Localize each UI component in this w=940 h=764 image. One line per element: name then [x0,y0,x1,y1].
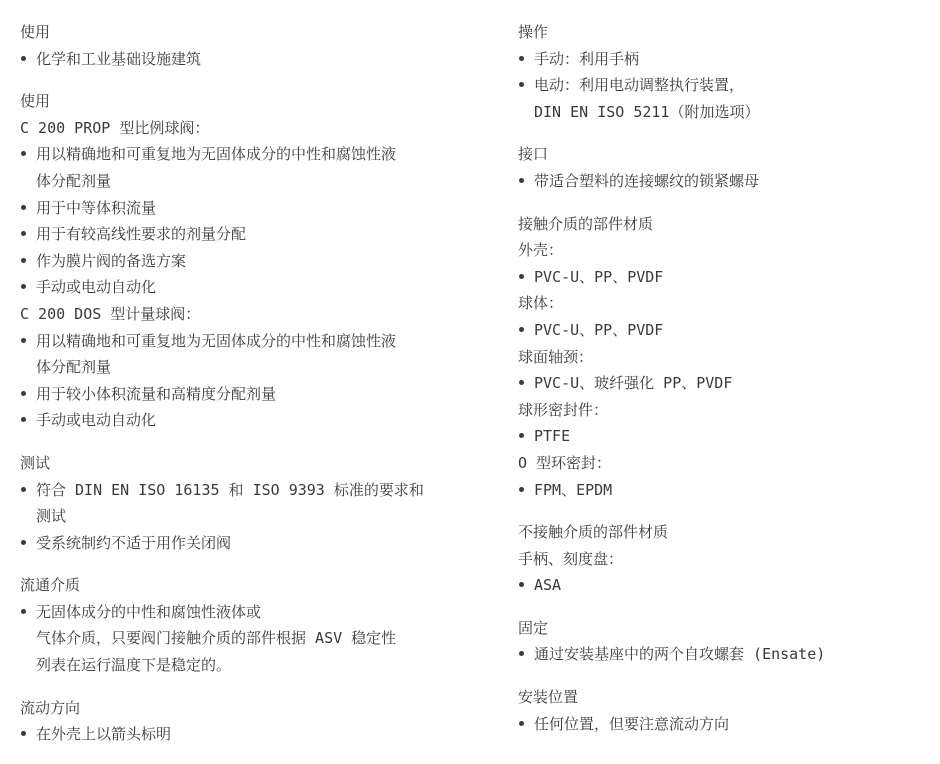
bullet-icon [20,46,36,73]
journal-label: 球面轴颈： [518,347,594,366]
bullet-icon [518,72,534,99]
section-wetted-materials [518,211,928,504]
left-column [20,19,480,764]
bullet-icon [20,141,36,168]
section-testing [20,450,480,556]
list-item: 任何位置，但要注意流动方向 [518,711,928,738]
list-item: 无固体成分的中性和腐蚀性液体或 气体介质，只要阀门接触介质的部件根据 ASV 稳定性 列表在运行温度下是稳定的。 [20,599,480,679]
bullet-icon [20,221,36,248]
ball-label: 球体： [518,294,564,313]
list-item: 通过安装基座中的两个自攻螺套 (Ensate) [518,641,928,668]
bullet-icon [518,477,534,504]
list-item: 用以精确地和可重复地为无固体成分的中性和腐蚀性液 体分配剂量 [20,141,480,194]
bullet-icon [518,46,534,73]
list-item: PVC-U、PP、PVDF [518,317,928,344]
list-item: 手动或电动自动化 [20,407,480,434]
bullet-icon [20,328,36,355]
section-heading: 操作 [518,23,549,41]
section-heading: 使用 [20,23,51,41]
list-item: FPM、EPDM [518,477,928,504]
bullet-icon [20,530,36,557]
bullet-icon [20,381,36,408]
section-operation [518,19,928,125]
housing-label: 外壳： [518,241,564,260]
section-application-area [20,19,480,72]
list-item: 作为膜片阀的备选方案 [20,248,480,275]
section-installation-position [518,684,928,737]
section-non-wetted-materials [518,519,928,599]
list-item: 手动或电动自动化 [20,274,480,301]
bullet-icon [20,274,36,301]
bullet-icon [20,407,36,434]
handle-label: 手柄、刻度盘： [518,549,624,568]
section-heading: 流动方向 [20,698,81,717]
bullet-icon [20,477,36,504]
bullet-icon [518,317,534,344]
dos-valve-label: C 200 DOS 型计量球阀： [20,304,201,323]
bullet-icon [518,264,534,291]
right-column [518,19,928,753]
bullet-icon [20,721,36,748]
section-heading: 测试 [20,453,51,472]
list-item: 化学和工业基础设施建筑 [20,46,480,73]
ball-seal-label: 球形密封件： [518,400,609,419]
list-item: PVC-U、PP、PVDF [518,264,928,291]
section-flow-direction [20,695,480,748]
prop-valve-label: C 200 PROP 型比例球阀： [20,118,210,137]
list-item: PTFE [518,423,928,450]
bullet-icon [518,572,534,599]
section-heading: 不接触介质的部件材质 [518,523,669,542]
bullet-icon [20,195,36,222]
list-item: 电动：利用电动调整执行装置， DIN EN ISO 5211（附加选项） [518,72,928,125]
section-heading: 接触介质的部件材质 [518,214,654,233]
bullet-icon [518,641,534,668]
bullet-icon [518,711,534,738]
list-item: 用于较小体积流量和高精度分配剂量 [20,381,480,408]
bullet-icon [20,599,36,626]
section-heading: 安装位置 [518,688,579,707]
list-item: 手动：利用手柄 [518,46,928,73]
list-item: 用于中等体积流量 [20,195,480,222]
section-usage [20,88,480,434]
bullet-icon [518,370,534,397]
list-item: 在外壳上以箭头标明 [20,721,480,748]
section-flow-media [20,572,480,678]
bullet-icon [518,423,534,450]
list-item: 用以精确地和可重复地为无固体成分的中性和腐蚀性液 体分配剂量 [20,328,480,381]
list-item: ASA [518,572,928,599]
section-heading: 流通介质 [20,576,81,595]
list-item: 符合 DIN EN ISO 16135 和 ISO 9393 标准的要求和 测试 [20,477,480,530]
section-heading: 固定 [518,618,549,637]
o-ring-label: O 型环密封： [518,453,612,472]
bullet-icon [20,248,36,275]
bullet-icon [518,168,534,195]
section-heading: 接口 [518,145,549,164]
section-mounting [518,615,928,668]
list-item: 带适合塑料的连接螺纹的锁紧螺母 [518,168,928,195]
list-item: 用于有较高线性要求的剂量分配 [20,221,480,248]
list-item: 受系统制约不适于用作关闭阀 [20,530,480,557]
section-heading: 使用 [20,92,51,111]
list-item: PVC-U、玻纤强化 PP、PVDF [518,370,928,397]
section-connection [518,141,928,194]
